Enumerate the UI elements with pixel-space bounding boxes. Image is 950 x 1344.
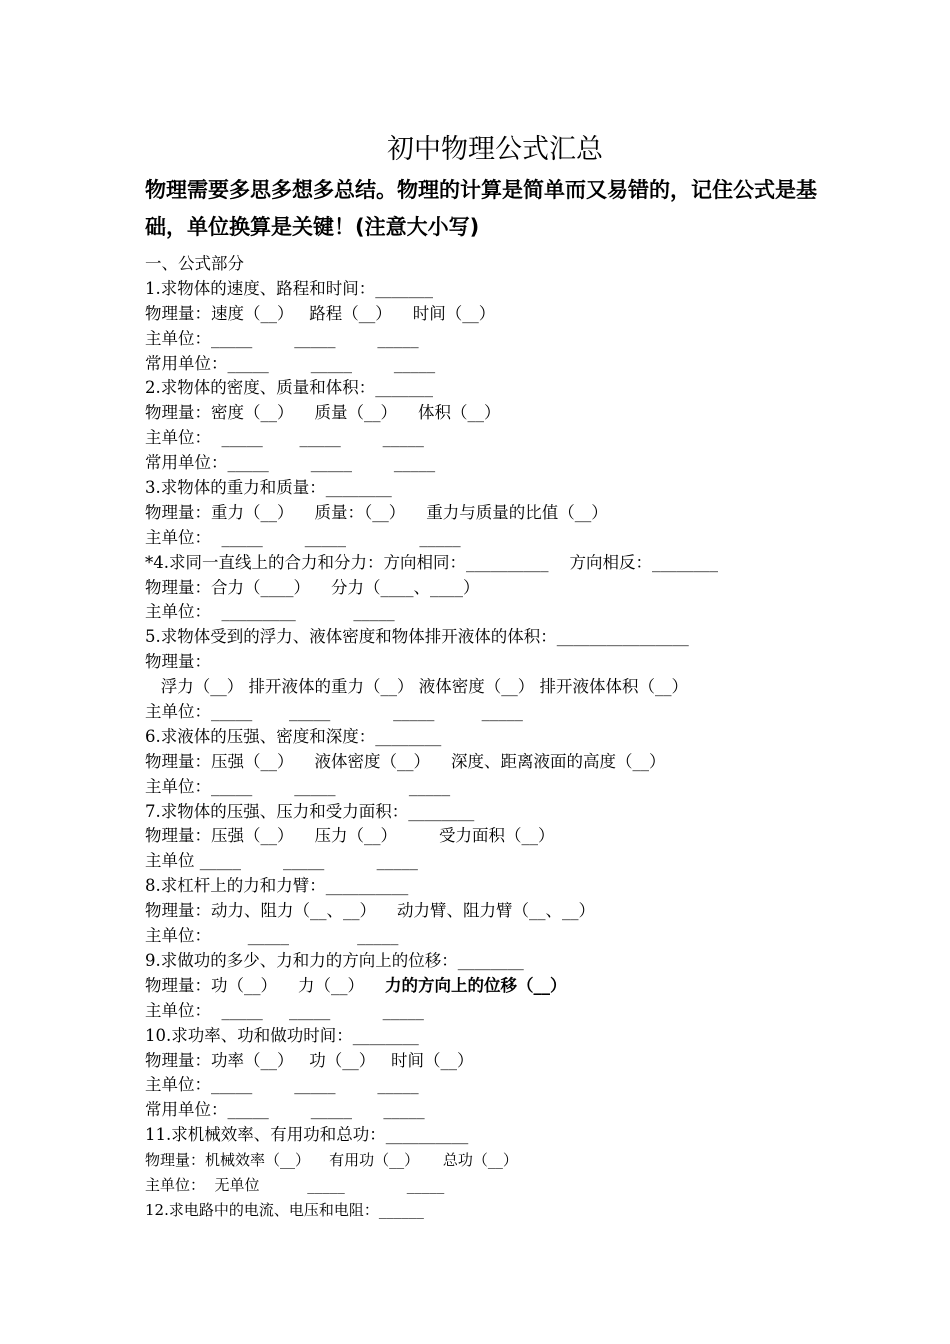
line-text: 常用单位：_____ _____ _____ (145, 1100, 425, 1120)
intro-paragraph: 物理需要多思多想多总结。物理的计算是简单而又易错的，记住公式是基础，单位换算是关键！(注意大小写) (145, 178, 817, 239)
text-line (145, 824, 825, 849)
line-text: 浮力（__） 排开液体的重力（__） 液体密度（__） 排开液体体积（__） (145, 677, 688, 697)
text-line (145, 401, 825, 426)
text-line (145, 352, 825, 377)
text-line (145, 600, 825, 625)
text-line (145, 576, 825, 601)
line-text: 主单位： _____ _____ _____ (145, 1000, 424, 1020)
formula-section (145, 252, 825, 1223)
line-text: 主单位：_____ _____ _____ (145, 328, 419, 348)
line-text: 主单位 _____ _____ _____ (145, 851, 418, 871)
line-text: 物理量：速度（__） 路程（__） 时间（__） (145, 303, 496, 323)
text-line (145, 1098, 825, 1123)
line-text: 6.求液体的压强、密度和深度：________ (145, 726, 442, 746)
text-line (145, 999, 825, 1024)
line-text: 物理量：机械效率（__） 有用功（__） 总功（__） (145, 1151, 518, 1170)
line-bold-text: 力的方向上的位移（__） (384, 975, 567, 995)
text-line (145, 1024, 825, 1049)
text-line (145, 327, 825, 352)
text-line (145, 700, 825, 725)
line-text: 5.求物体受到的浮力、液体密度和物体排开液体的体积：________________ (145, 627, 689, 647)
text-line (145, 451, 825, 476)
line-text: 2.求物体的密度、质量和体积：_______ (145, 378, 433, 398)
line-text: 物理量：功（__） 力（__） (145, 975, 385, 995)
line-text: 物理量：密度（__） 质量（__） 体积（__） (145, 403, 501, 423)
line-text: 7.求物体的压强、压力和受力面积：________ (145, 801, 475, 821)
text-line (145, 426, 825, 451)
text-line (145, 526, 825, 551)
text-line (145, 849, 825, 874)
line-text: 常用单位：_____ _____ _____ (145, 353, 436, 373)
text-line (145, 974, 825, 999)
text-line (145, 775, 825, 800)
line-text: 10.求功率、功和做功时间：________ (145, 1025, 419, 1045)
line-text: 物理量：合力（____） 分力（____、____） (145, 577, 480, 597)
text-line (145, 949, 825, 974)
line-text: 物理量：动力、阻力（__、__） 动力臂、阻力臂（__、__） (145, 901, 595, 921)
text-line (145, 476, 825, 501)
text-line (145, 924, 825, 949)
line-text: *4.求同一直线上的合力和分力：方向相同：__________ 方向相反：________ (145, 552, 718, 572)
line-text: 1.求物体的速度、路程和时间：_______ (145, 278, 433, 298)
line-text: 9.求做功的多少、力和力的方向上的位移：________ (145, 950, 524, 970)
text-line (145, 501, 825, 526)
text-line (145, 1049, 825, 1074)
document-page (145, 128, 825, 1223)
line-text: 物理量：重力（__） 质量：（__） 重力与质量的比值（__） (145, 502, 608, 522)
text-line (145, 1198, 825, 1223)
text-line (145, 650, 825, 675)
line-text: 主单位：_____ _____ _____ (145, 776, 451, 796)
text-line (145, 800, 825, 825)
text-line (145, 750, 825, 775)
text-line (145, 1148, 825, 1173)
line-text: 主单位： 无单位 _____ _____ (145, 1175, 445, 1194)
text-line (145, 1073, 825, 1098)
line-text: 8.求杠杆上的力和力臂：__________ (145, 876, 409, 896)
text-line (145, 551, 825, 576)
text-line (145, 725, 825, 750)
line-text: 3.求物体的重力和质量：________ (145, 478, 392, 498)
text-line (145, 252, 825, 277)
line-text: 主单位：_____ _____ _____ (145, 1075, 419, 1095)
line-text: 物理量： (145, 652, 211, 672)
document-title: 初中物理公式汇总 (387, 134, 603, 165)
text-line (145, 899, 825, 924)
line-text: 常用单位：_____ _____ _____ (145, 453, 436, 473)
line-text: 主单位： _____ _____ (145, 926, 399, 946)
text-line (145, 874, 825, 899)
line-text: 一、公式部分 (145, 254, 244, 273)
text-line (145, 1123, 825, 1148)
text-line (145, 1173, 825, 1198)
line-text: 主单位： _____ _____ _____ (145, 527, 461, 547)
text-line (145, 625, 825, 650)
line-text: 主单位： _________ _____ (145, 602, 395, 622)
text-line (145, 376, 825, 401)
line-text: 物理量：功率（__） 功（__） 时间（__） (145, 1050, 474, 1070)
text-line (145, 277, 825, 302)
line-text: 物理量：压强（__） 液体密度（__） 深度、距离液面的高度（__） (145, 751, 666, 771)
line-text: 11.求机械效率、有用功和总功：__________ (145, 1125, 469, 1145)
line-text: 物理量：压强（__） 压力（__） 受力面积（__） (145, 826, 555, 846)
line-text: 主单位： _____ _____ _____ (145, 428, 424, 448)
text-line (145, 675, 825, 700)
line-text: 主单位：_____ _____ _____ _____ (145, 702, 523, 722)
text-line (145, 302, 825, 327)
line-text: 12.求电路中的电流、电压和电阻：______ (145, 1200, 424, 1219)
